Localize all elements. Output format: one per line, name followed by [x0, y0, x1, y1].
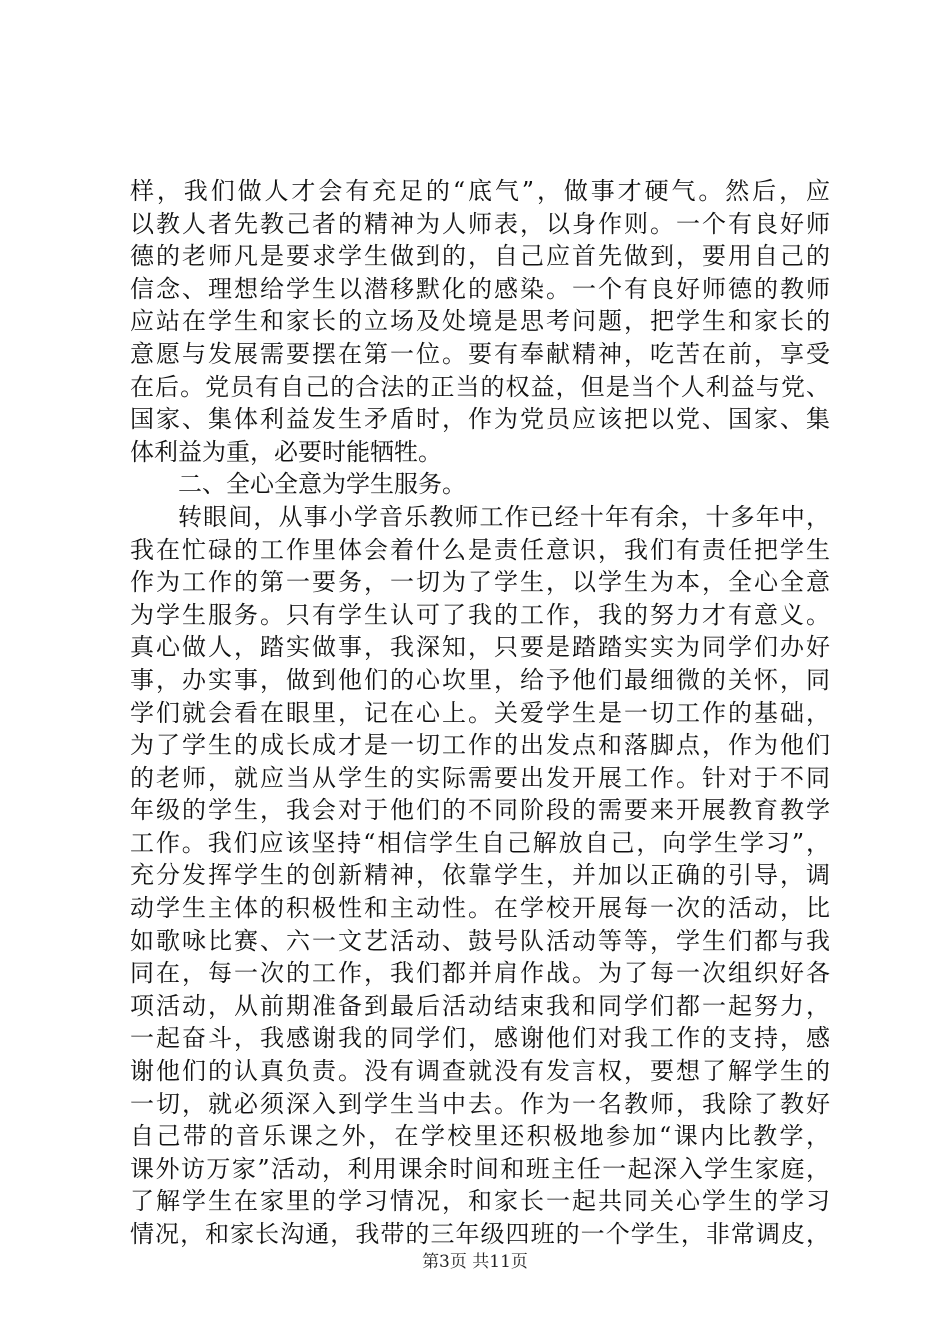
text-line: 真心做人，踏实做事，我深知，只要是踏踏实实为同学们办好 [130, 633, 830, 662]
text-line: 同在，每一次的工作，我们都并肩作战。为了每一次组织好各 [130, 959, 830, 988]
text-line: 体利益为重，必要时能牺牲。 [130, 437, 442, 466]
text-line: 以教人者先教己者的精神为人师表，以身作则。一个有良好师 [130, 209, 830, 238]
text-line: 情况，和家长沟通，我带的三年级四班的一个学生，非常调皮， [130, 1220, 830, 1248]
text-line: 年级的学生，我会对于他们的不同阶段的需要来开展教育教学 [130, 796, 830, 825]
text-line: 国家、集体利益发生矛盾时，作为党员应该把以党、国家、集 [130, 405, 830, 434]
text-line: 为学生服务。只有学生认可了我的工作，我的努力才有意义。 [130, 600, 830, 629]
text-line: 工作。我们应该坚持“相信学生自己解放自己，向学生学习”， [130, 828, 830, 857]
text-line: 事，办实事，做到他们的心坎里，给予他们最细微的关怀，同 [130, 665, 830, 694]
text-line: 一起奋斗，我感谢我的同学们，感谢他们对我工作的支持，感 [130, 1024, 830, 1053]
text-line: 信念、理想给学生以潜移默化的感染。一个有良好师德的教师 [130, 274, 830, 303]
text-line: 在后。党员有自己的合法的正当的权益，但是当个人利益与党、 [130, 372, 830, 401]
text-line: 了解学生在家里的学习情况，和家长一起共同关心学生的学习 [130, 1187, 830, 1216]
text-line: 作为工作的第一要务，一切为了学生，以学生为本，全心全意 [130, 568, 830, 597]
text-line: 意愿与发展需要摆在第一位。要有奉献精神，吃苦在前，享受 [130, 339, 830, 368]
text-line: 二、全心全意为学生服务。 [178, 470, 466, 499]
text-line: 课外访万家”活动，利用课余时间和班主任一起深入学生家庭， [130, 1154, 830, 1183]
text-line: 如歌咏比赛、六一文艺活动、鼓号队活动等等，学生们都与我 [130, 926, 830, 955]
text-line: 动学生主体的积极性和主动性。在学校开展每一次的活动，比 [130, 894, 830, 923]
text-line: 的老师，就应当从学生的实际需要出发开展工作。针对于不同 [130, 763, 830, 792]
body-text [130, 175, 830, 1251]
text-line: 德的老师凡是要求学生做到的，自己应首先做到，要用自己的 [130, 242, 830, 271]
page-footer: 第3页 共11页 [422, 1252, 528, 1272]
text-line: 充分发挥学生的创新精神，依靠学生，并加以正确的引导，调 [130, 861, 830, 890]
text-line: 一切，就必须深入到学生当中去。作为一名教师，我除了教好 [130, 1089, 830, 1118]
text-line: 项活动，从前期准备到最后活动结束我和同学们都一起努力， [130, 991, 830, 1020]
text-line: 自己带的音乐课之外，在学校里还积极地参加“课内比教学， [130, 1122, 830, 1151]
text-line: 我在忙碌的工作里体会着什么是责任意识，我们有责任把学生 [130, 535, 830, 564]
text-line: 样，我们做人才会有充足的“底气”，做事才硬气。然后，应 [130, 177, 830, 205]
text-line: 应站在学生和家长的立场及处境是思考问题，把学生和家长的 [130, 307, 830, 336]
text-line: 转眼间，从事小学音乐教师工作已经十年有余，十多年中， [178, 502, 830, 531]
text-line: 谢他们的认真负责。没有调查就没有发言权，要想了解学生的 [130, 1057, 830, 1086]
text-line: 学们就会看在眼里，记在心上。关爱学生是一切工作的基础， [130, 698, 830, 727]
text-line: 为了学生的成长成才是一切工作的出发点和落脚点，作为他们 [130, 731, 830, 760]
